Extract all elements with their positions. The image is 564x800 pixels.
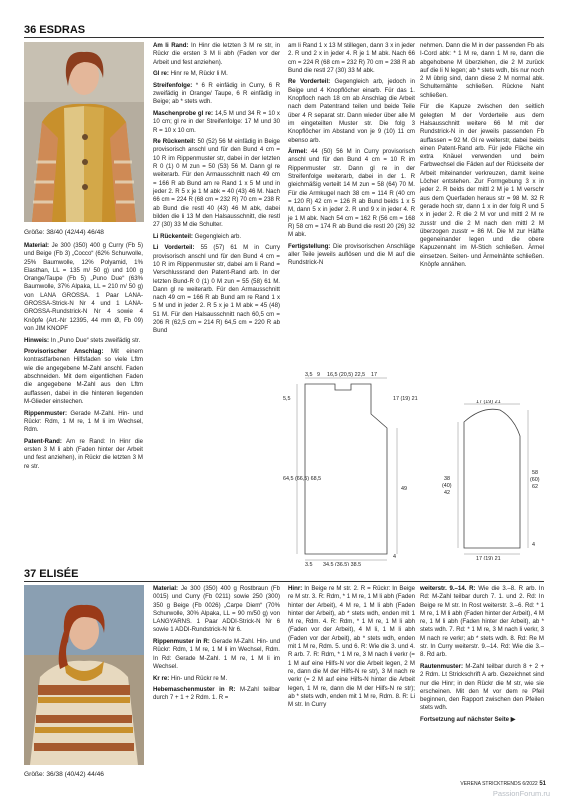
esdras-right-back: Re Rückenteil: 50 (52) 56 M einfädig in Beige provisorisch anschl und für den Bund 4 cm = 10 R im Rippenmuster str, dabei in der letzten R 0 (1) 0 M zun = 50 (53) 56 M. Dann gl re weiterarb. Für den Armausschnitt nach 49 cm = 166 R ab Bund am re Rand 1 x 5 M und in jeder 2. R 5 x je 1 M abk = 40 (43) 46 M. Nach 66 cm = 224 R (68 cm = 232 R) 70 cm = 238 R ab Bund die restl 40 (43) 46 M abk, dabei bilden die li 13 M den Halsausschnitt, die restl 27 (30) 33 M die Schulter. xyxy=(153,138,280,229)
esdras-left-front-cont: am li Rand 1 x 13 M stillegen, dann 3 x in jeder 2. R und 2 x in jeder 4. R je 1 M abk. Nach 66 cm = 224 R (68 cm = 232 R) 70 cm = 238 R ab Bund die restl 27 (30) 33 M abk. xyxy=(288,42,415,74)
sleeve-dim-right-0: 58 xyxy=(532,470,538,476)
model-wearing-striped-jacket-image xyxy=(24,42,144,222)
elisee-column-3 xyxy=(420,585,544,728)
sleeve-dim-bottom: 17 (19) 21 xyxy=(476,556,501,560)
elisee-column-1 xyxy=(153,585,280,706)
sleeve-dim-left-1: (40) xyxy=(442,483,452,489)
back-dim-mid-right: 49 xyxy=(401,486,407,492)
esdras-patent-edge: Patent-Rand: Am re Rand: In Hinr die ersten 3 M li abh (Faden hinter der Arbeit und fest anziehen), in Rückr die letzten 3 M re str. xyxy=(24,437,143,470)
esdras-left-front: Li Vorderteil: 55 (57) 61 M in Curry provisorisch anschl und für den Bund 4 cm = 10 R im Rippenmuster str, dabei am li Rand = Verschlussrand den Patent-Rand arb. In der letzten Bund-R 0 (1) 0 M zun = 55 (58) 61 M. Dann gl re weiterarb. Für den Armausschnitt nach 49 cm = 166 R ab Bund am re Rand 1 x 5 M und in jeder 2. R 5 x je 1 M abk = 45 (48) 51 M. Für den Halsausschnitt nach 60,5 cm = 206 R (62,5 cm = 214 R) 64,5 cm = 220 R ab Bund xyxy=(153,244,281,335)
esdras-photo xyxy=(24,42,144,222)
esdras-left-edge: Am li Rand: In Hinr die letzten 3 M re str, in Rückr die ersten 3 M li abh (Faden vor der Arbeit und fest anziehen). xyxy=(153,42,280,66)
elisee-rib-pattern: Rippenmuster in R: Gerade M-Zahl. Hin- und Rückr: Rdm, 1 M re, 1 M li im Wechsel, Rdm. In Rd: Gerade M-Zahl. 1 M re, 1 M li im Wechsel. xyxy=(153,638,281,670)
elisee-column-2 xyxy=(288,585,415,713)
watermark: PassionForum.ru xyxy=(492,788,550,798)
page-footer xyxy=(460,780,546,788)
back-dim-bottom-width: 34,5 (36,5) 38,5 xyxy=(323,562,362,566)
esdras-finishing-cont: nehmen. Dann die M in der passenden Fb als I-Cord abk: * 1 M re, dann 1 M re, dann die abgehobene M überziehen, die 2 M zurück auf die li N legen; ab * stets wdh, bis nur noch 2 M übrig sind, dann diese 2 M normal abk. Schulternähte schließen. Rückne Naht schließen. xyxy=(420,42,544,99)
back-dim-bottom-right: 4 xyxy=(393,554,396,560)
esdras-column-4 xyxy=(420,42,544,273)
sleeve-dim-top: 17 (19) 21 xyxy=(476,400,501,405)
size-esdras: Größe: 38/40 (42/44) 46/48 xyxy=(24,229,104,236)
elisee-material: Material: Je 300 (350) 400 g Rostbraun (Fb 0015) und Curry (Fb 0211) sowie 250 (300) 350 g Beige (Fb 0026) „Carpe Diem“ (70% Schurwolle, 30% Alpaka, LL = 90 m/50 g) von LANGYARNS. 1 Paar ADDI-Strick-N Nr 6 sowie 1 ADDI-Rundstrick-N Nr 6. xyxy=(153,585,280,634)
esdras-note: Hinweis: In „Puno Due“ stets zweifädig str. xyxy=(24,336,141,344)
esdras-stripe-sequence: Streifenfolge: * 6 R einfädig in Curry, 6 R zweifädig in Orange/ Taupe, 6 R einfädig in Beige; ab * stets wdh. xyxy=(153,81,280,106)
elisee-slip-pattern-rows: Hinr: In Beige re M str. 2. R = Rückr: In Beige re M str. 3. R: Rdm, * 1 M re, 1 M li abh (Faden hinter der Arbeit), 4 M re, 1 M li abh (Faden hinter der Arbeit), ab * stets wdh, enden mit 1 M re, Rdm. 4. R: Rdm, * 1 M re, 1 M li abh (Faden vor der Arbeit), 4 M li, 1 M li abh (Faden vor der Arbeit), ab * stets wdh, enden mit 1 M re, Rdm. 5. und 6. R: Wie die 3. und 4. R arb. 7. R: Rdm, * 1 M re, 3 M nach li verkr (= 1 M auf eine Hilfs-N vor die Arbeit legen, 2 M re, dann die M der Hilfs-N re str), 3 M nach re verkr (= 2 M auf eine Hilfs-N hinter die Arbeit legen, 1 M re, dann die M der Hilfs-N re str); ab * stets wdh, enden mit 1 M re, Rdm. 8. R: Li M str. In Curry xyxy=(288,585,415,709)
esdras-column-3 xyxy=(288,42,415,271)
esdras-right-front: Re Vorderteil: Gegengleich arb, jedoch in Beige und 4 Knopflöcher einarb. Für das 1. Knopfloch nach 18 cm ab Anschlag die Arbeit nach dem Patentrand teilen und beide Teile über 4 R separat str. Dann wieder über alle M im eingeteilten Muster str. Die folg 3 Knopflöcher im Abstand von je 9 (10) 11 cm ebenso arb. xyxy=(288,78,415,144)
elisee-photo xyxy=(24,585,144,765)
sleeve-dim-left-0: 38 xyxy=(444,476,450,482)
elisee-diamond-pattern: Rautenmuster: M-Zahl teilbar durch 8 + 2 + 2 Rdm. Lt Strickschrift A arb. Gezeichnet sind nur die Hinr; in den Rückr die M str, wie sie erscheinen. Mit den M vor dem re Pfeil beginnen, den Rapport zwischen den Pfeilen stets wdh. xyxy=(420,662,544,712)
esdras-provisional-caston: Provisorischer Anschlag: Mit einem kontrastfarbenen Hilfsfaden so viele Lftm wie die angegebene M-Zahl anschl. Faden abschneiden. Mit dem eigentlichen Faden die angegebene M-Zahl aus den Lftm auffassen, dabei in die hinteren liegenden M-Glieder einstechen. xyxy=(24,348,144,405)
sleeve-dim-right-1: (60) xyxy=(530,477,540,483)
esdras-hood: Für die Kapuze zwischen den seitlich gelegten M der Vorderteile aus dem Halsausschnitt weitere 66 M mit der Rundstrick-N in der jeweils passenden Fb auffassen = 92 M. Gl re weiterstr, dabei beids einen Patent-Rand arb. Für jede Fläche ein extra Knäuel verwenden und beim Farbwechsel die Fäden auf der Rückseite der Arbeit miteinander verkreuzen, damit keine Löcher entstehen. Zur Formgebung 3 x in jeder 2. R beids der mittl 2 M je 1 M verschr aus dem Querfaden heraus str = 98 M. 32 R gerade hoch str, dann 1 x in der folg R und 5 x in jeder 2. R die 2 M vor und mittl 2 M re zusstr und die 2 M nach den mittl 2 M überzogen zusstr = 86 M. Die M zur Hälfte gegeneinander legen und die obere Kapuzennaht im M-Stich schließen. Ärmel einsetzen. Seiten- und Ärmelnähte schließen. Knöpfe annähen. xyxy=(420,103,544,269)
continued-next-page: Fortsetzung auf nächster Seite ▶ xyxy=(420,716,516,724)
esdras-stockinette: Gl re: Hinr re M, Rückr li M. xyxy=(153,70,228,78)
esdras-sleeve: Ärmel: 44 (50) 56 M in Curry provisorisch anschl und für den Bund 4 cm = 10 R im Rippenmuster str. Dann gl re in der Streifenfolge weiterarb, dabei in der 1. R gleichmäßig verteilt 14 M zun = 58 (64) 70 M. Für die Armkugel nach 38 cm = 114 R (40 cm = 120 R) 42 cm = 126 R ab Bund beids 1 x 5 M, dann 5 x in jeder 2. R und 9 x in jeder 4. R je 1 M abk. Nach 54 cm = 162 R (56 cm = 168 R) 58 cm = 174 R ab Bund die restl 20 (26) 32 M abk. xyxy=(288,148,415,239)
back-dim-top-0: 3,5 xyxy=(305,372,313,378)
back-dim-right-top: 17 (19) 21 xyxy=(393,396,418,402)
section-title-esdras: 36 ESDRAS xyxy=(24,23,544,38)
sleeve-dim-bottom-right: 4 xyxy=(532,542,535,548)
esdras-finishing: Fertigstellung: Die provisorischen Anschläge aller Teile jeweils auflösen und die M auf die Rundstrick-N xyxy=(288,242,415,267)
magazine-name: VERENA STRICKTRENDS 6/2022 xyxy=(460,780,538,787)
back-dim-top-3: 17 xyxy=(371,372,377,378)
esdras-material: Material: Je 300 (350) 400 g Curry (Fb 5) und Beige (Fb 3) „Cocco“ (62% Schurwolle, 25% Baumwolle, 12% Polyamid, 1% Elasthan, LL = 135 m/ 50 g) und 100 g Orange/Taupe (Fb 5) „Puno Due“ (63% Baumwolle, 37% Alpaka, LL = 210 m/ 50 g) von LANA GROSSA. 1 Paar LANA-GROSSA-Strick-N Nr 4 und 1 LANA-GROSSA-Rundstrick-N Nr 4 sowie 4 Knöpfe (Art.-Nr 12395, 44 mm Ø, Fb 09) von JIM KNOPF xyxy=(24,242,143,332)
esdras-column-2 xyxy=(153,42,280,339)
back-schematic xyxy=(283,370,423,566)
back-dim-height: 64,5 (66,5) 68,5 xyxy=(283,476,322,482)
elisee-slip-pattern-rounds: weiterstr. 9.–14. R: Wie die 3.–8. R arb. In Rd: M-Zahl teilbar durch 7. 1. und 2. Rd: In Beige re M str. In Rost weiterstr. 3.–6. Rd: * 1 M re, 1 M li abh (Faden hinter der Arbeit), 4 M re, 1 M li abh (Faden hinter der Arbeit), ab * stets wdh. 7. Rd: * 1 M re, 3 M nach li verkr, 3 M nach re verkr; ab * stets wdh. 8. Rd: Re M str. In Curry weiterstr. 9.–14. Rd: Wie die 3.–8. Rd arb. xyxy=(420,585,544,659)
model-wearing-pattern-sweater-image xyxy=(24,585,144,765)
elisee-slip-pattern: Hebemaschenmuster in R: M-Zahl teilbar durch 7 + 1 + 2 Rdm. 1. R = xyxy=(153,686,280,702)
sleeve-dim-right-2: 62 xyxy=(532,484,538,490)
size-elisee: Größe: 36/38 (40/42) 44/46 xyxy=(24,771,104,778)
back-dim-top-1: 9 xyxy=(317,372,320,378)
section-title-elisee: 37 ELISÉE xyxy=(24,567,544,582)
esdras-left-back: Li Rückenteil: Gegengleich arb. xyxy=(153,232,242,240)
esdras-column-1 xyxy=(24,242,143,474)
page-number: 51 xyxy=(539,780,546,787)
esdras-gauge: Maschenprobe gl re: 14,5 M und 34 R = 10 x 10 cm; gl re in der Streifenfolge: 17 M und 30 R = 10 x 10 cm. xyxy=(153,109,280,134)
sleeve-schematic xyxy=(424,400,544,560)
elisee-garter: Kr re: Hin- und Rückr re M. xyxy=(153,674,228,682)
sleeve-dim-left-2: 42 xyxy=(444,490,450,496)
back-dim-top-2: 16,5 (20,5) 22,5 xyxy=(327,372,366,378)
esdras-rib-pattern: Rippenmuster: Gerade M-Zahl. Hin- und Rückr: Rdm, 1 M re, 1 M li im Wechsel, Rdm. xyxy=(24,409,143,434)
back-dim-left-top: 5,5 xyxy=(283,396,291,402)
back-dim-bottom-left: 3,5 xyxy=(305,562,313,566)
